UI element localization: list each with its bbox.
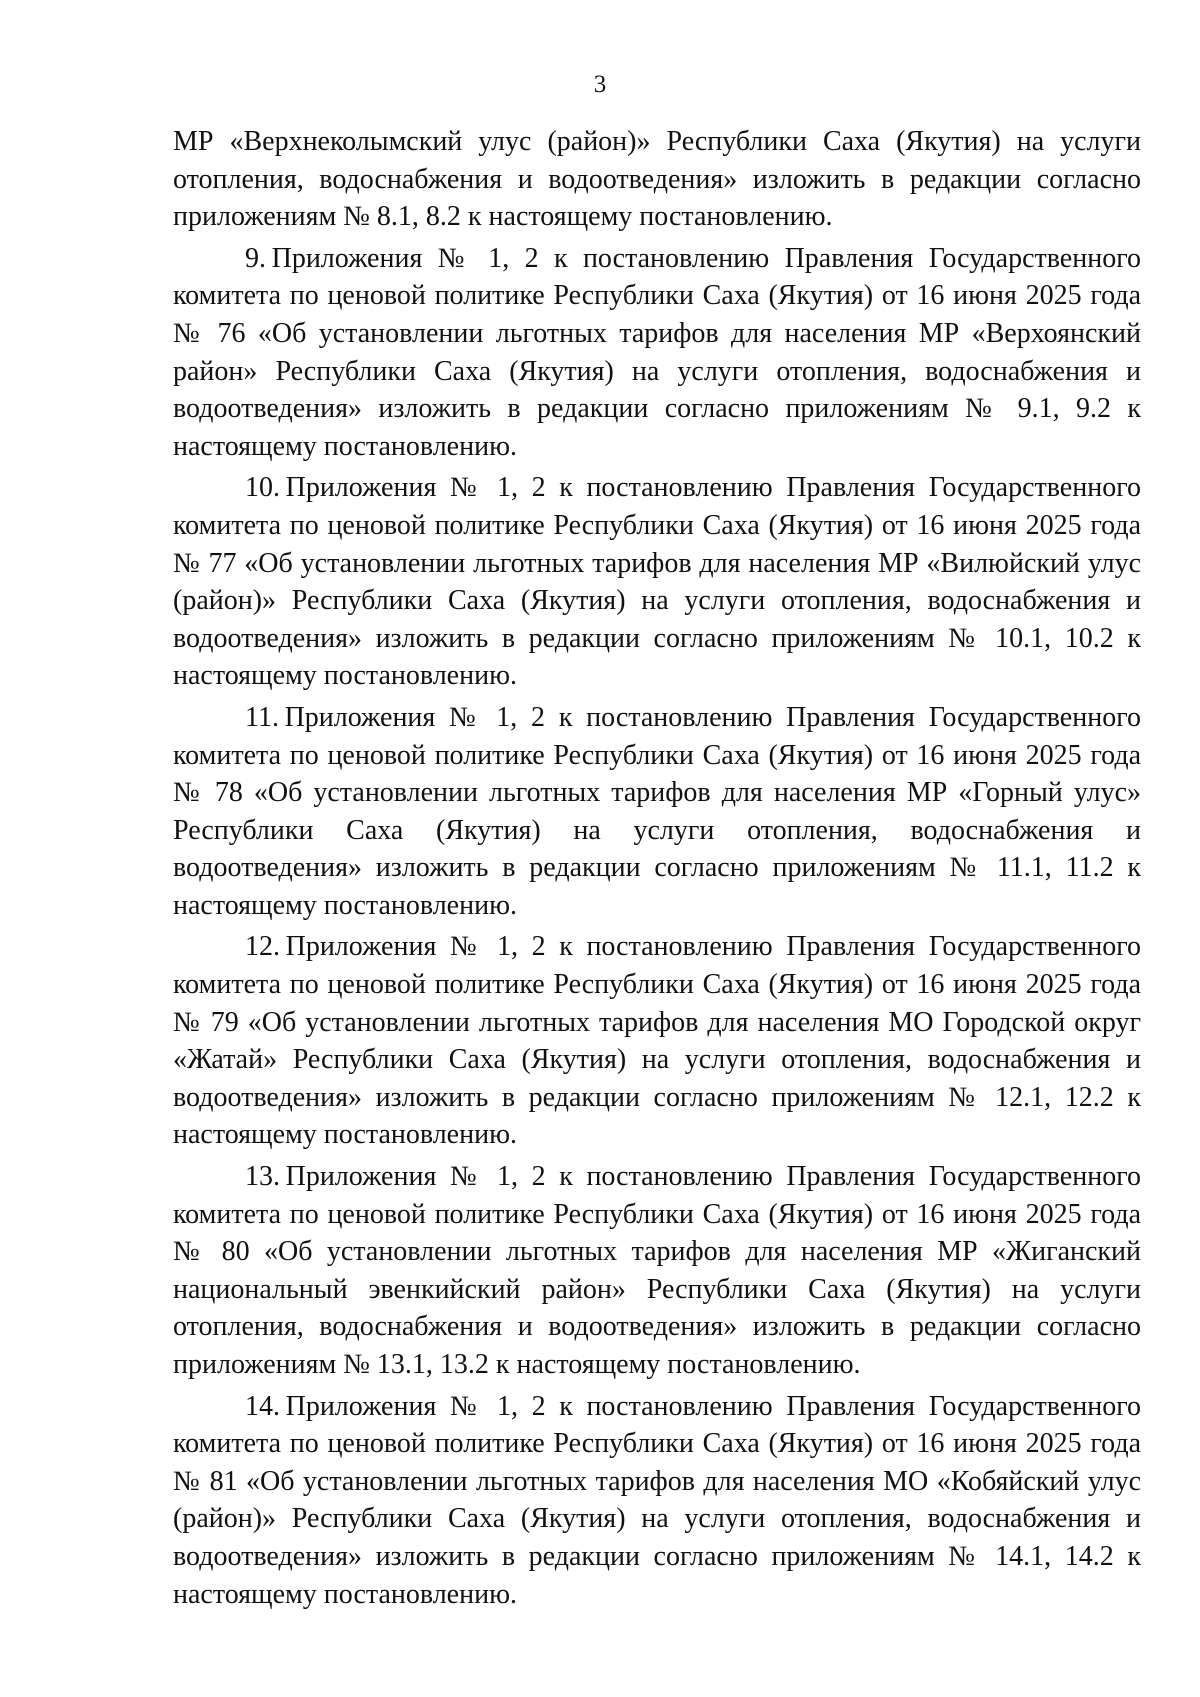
paragraph-item-9 (173, 240, 1141, 466)
paragraph-item-13 (173, 1158, 1141, 1384)
paragraph-number: 10. (245, 472, 280, 504)
paragraph-number: 12. (245, 931, 280, 963)
paragraph-text: Приложения № 1, 2 к постановлению Правления Государственного комитета по ценовой политике Республики Саха (Якутия) от 16 июня 2025 года № 77 «Об установлении льготных тарифов для населения МР «Вилюйский улус (район)» Республики Саха (Якутия) на услуги отопления, водоснабжения и водоотведения» изложить в редакции согласно приложениям № 10.1, 10.2 к настоящему постановлению. (173, 472, 1141, 692)
paragraph-number: 14. (245, 1390, 280, 1422)
paragraph-text: Приложения № 1, 2 к постановлению Правления Государственного комитета по ценовой политике Республики Саха (Якутия) от 16 июня 2025 года № 76 «Об установлении льготных тарифов для населения МР «Верхоянский район» Республики Саха (Якутия) на услуги отопления, водоснабжения и водоотведения» изложить в редакции согласно приложениям № 9.1, 9.2 к настоящему постановлению. (173, 242, 1141, 462)
paragraph-item-14 (173, 1388, 1141, 1614)
paragraph-text: Приложения № 1, 2 к постановлению Правления Государственного комитета по ценовой политике Республики Саха (Якутия) от 16 июня 2025 года № 79 «Об установлении льготных тарифов для населения МО Городской округ «Жатай» Республики Саха (Якутия) на услуги отопления, водоснабжения и водоотведения» изложить в редакции согласно приложениям № 12.1, 12.2 к настоящему постановлению. (173, 931, 1141, 1151)
page-number: 3 (593, 71, 607, 98)
paragraph-number: 13. (245, 1161, 280, 1193)
paragraph-text: Приложения № 1, 2 к постановлению Правления Государственного комитета по ценовой политике Республики Саха (Якутия) от 16 июня 2025 года № 80 «Об установлении льготных тарифов для населения МР «Жиганский национальный эвенкийский район» Республики Саха (Якутия) на услуги отопления, водоснабжения и водоотведения» изложить в редакции согласно приложениям № 13.1, 13.2 к настоящему постановлению. (173, 1161, 1141, 1380)
paragraph-text: МР «Верхнеколымский улус (район)» Республики Саха (Якутия) на услуги отопления, водоснабжения и водоотведения» изложить в редакции согласно приложениям № 8.1, 8.2 к настоящему постановлению. (173, 126, 1141, 233)
document-body (173, 123, 1141, 1617)
paragraph-number: 9. (245, 242, 266, 274)
paragraph-continuation (173, 123, 1141, 236)
paragraph-item-11 (173, 699, 1141, 925)
paragraph-number: 11. (245, 701, 279, 733)
paragraph-text: Приложения № 1, 2 к постановлению Правления Государственного комитета по ценовой политике Республики Саха (Якутия) от 16 июня 2025 года № 81 «Об установлении льготных тарифов для населения МО «Кобяйский улус (район)» Республики Саха (Якутия) на услуги отопления, водоснабжения и водоотведения» изложить в редакции согласно приложениям № 14.1, 14.2 к настоящему постановлению. (173, 1390, 1141, 1610)
paragraph-text: Приложения № 1, 2 к постановлению Правления Государственного комитета по ценовой политике Республики Саха (Якутия) от 16 июня 2025 года № 78 «Об установлении льготных тарифов для населения МР «Горный улус» Республики Саха (Якутия) на услуги отопления, водоснабжения и водоотведения» изложить в редакции согласно приложениям № 11.1, 11.2 к настоящему постановлению. (173, 701, 1141, 921)
paragraph-item-10 (173, 469, 1141, 695)
paragraph-item-12 (173, 928, 1141, 1154)
